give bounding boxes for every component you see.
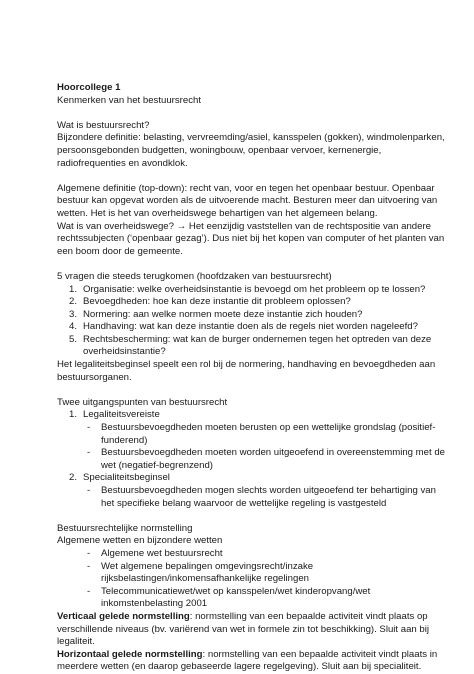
list-text: Handhaving: wat kan deze instantie doen als de regels niet worden nageleefd?	[83, 321, 418, 333]
bullet-item	[57, 548, 427, 561]
spacer	[57, 384, 427, 397]
list-text: Legaliteitsvereiste	[83, 409, 160, 421]
paragraph-line: radiofrequenties en avondklok.	[57, 157, 188, 169]
section-subheading: Algemene wetten en bijzondere wetten	[57, 535, 223, 547]
paragraph-line	[57, 648, 438, 662]
bullet-item	[57, 447, 446, 460]
list-text: Bevoegdheden: hoe kan deze instantie dit probleem oplossen?	[83, 296, 351, 308]
bullet-item	[57, 485, 436, 498]
bullet-text: Telecommunicatiewet/wet op kansspelen/wet kinderopvang/wet	[101, 585, 371, 597]
spacer	[57, 170, 427, 183]
paragraph-line	[57, 611, 427, 624]
bullet-dash: -	[87, 585, 91, 597]
section-heading: Bestuursrechtelijke normstelling	[57, 522, 193, 534]
list-item	[57, 472, 427, 485]
term-horizontal: Horizontaal gelede normstelling	[57, 648, 203, 660]
list-item	[57, 409, 427, 422]
list-item	[57, 296, 427, 309]
paragraph-line: verschillende niveaus (bv. variërend van wet in formele zin tot beschikking). Sluit aan bij	[57, 623, 430, 635]
section-heading: Twee uitgangspunten van bestuursrecht	[57, 396, 228, 408]
paragraph-line: Wat is van overheidswege? → Het eenzijdig vaststellen van de rechtspositie van andere	[57, 220, 432, 232]
bullet-continuation: inkomstenbelasting 2001	[101, 598, 208, 610]
list-text: Specialiteitsbeginsel	[83, 472, 170, 484]
paragraph-line: legaliteit.	[57, 636, 95, 648]
bullet-continuation: rijksbelastingen/inkomensafhankelijke regelingen	[101, 573, 309, 585]
bullet-text: Wet algemene bepalingen omgevingsrecht/inzake	[101, 560, 314, 572]
term-vertical: Verticaal gelede normstelling	[57, 610, 190, 622]
list-number: 2.	[69, 472, 78, 484]
bullet-text: Bestuursbevoegdheden mogen slechts worden uitgeoefend ter behartiging van	[101, 485, 436, 496]
term-definition: : normstelling van een bepaalde activiteit vindt plaats in	[202, 648, 438, 660]
list-item	[57, 284, 427, 297]
section-heading: 5 vragen die steeds terugkomen (hoofdzaken van bestuursrecht)	[57, 270, 332, 282]
bullet-dash: -	[87, 547, 91, 559]
paragraph-line: rechtssubjecten (‘openbaar gezag’). Dus niet bij het kopen van computer of het planten van	[57, 233, 445, 245]
bullet-dash: -	[87, 485, 91, 496]
bullet-item	[57, 586, 427, 599]
spacer	[57, 258, 427, 271]
paragraph-line: Bijzondere definitie: belasting, vervreemding/asiel, kansspelen (gokken), windmolenparken,	[57, 132, 445, 144]
bullet-text: Bestuursbevoegdheden moeten worden uitgeoefend in overeenstemming met de	[101, 447, 446, 459]
list-text: Normering: aan welke normen moete deze instantie zich houden?	[83, 308, 363, 320]
bullet-text: Bestuursbevoegdheden moeten berusten op een wettelijke grondslag (positief-	[101, 422, 436, 434]
paragraph-line: een boom door de gemeente.	[57, 245, 183, 257]
paragraph-line: Algemene definitie (top-down): recht van, voor en tegen het openbaar bestuur. Openbaar	[57, 182, 435, 194]
bullet-dash: -	[87, 560, 91, 572]
spacer	[57, 510, 427, 523]
bullet-item	[57, 422, 436, 435]
bullet-continuation: funderend)	[101, 434, 148, 446]
paragraph-line: Het legaliteitsbeginsel speelt een rol bij de normering, handhaving en bevoegdheden aan	[57, 359, 436, 371]
bullet-text: Algemene wet bestuursrecht	[101, 547, 223, 559]
bullet-item	[57, 561, 427, 574]
term-definition: : normstelling van een bepaalde activiteit vindt plaats op	[189, 610, 428, 622]
paragraph-line: bestuursorganen.	[57, 371, 132, 383]
list-item	[57, 309, 427, 322]
document-page	[57, 82, 446, 674]
bullet-continuation: wet (negatief-begrenzend)	[101, 459, 213, 471]
list-number: 2.	[69, 296, 78, 308]
bullet-dash: -	[87, 447, 91, 459]
list-number: 4.	[69, 321, 78, 333]
document-subtitle: Kenmerken van het bestuursrecht	[57, 94, 201, 106]
list-item-continuation: overheidsinstantie?	[83, 346, 166, 358]
paragraph-line: meerdere wetten (en daarop gebaseerde lagere regelgeving). Sluit aan bij specialiteit.	[57, 661, 422, 673]
bullet-continuation: het specifieke belang waarvoor de wettelijke regeling is vastgesteld	[101, 497, 387, 509]
list-text: Rechtsbescherming: wat kan de burger ondernemen tegen het optreden van deze	[83, 333, 432, 345]
spacer	[57, 107, 427, 120]
paragraph-line: bestuur kan opgevat worden als de uitvoerende macht. Besturen meer dan uitvoering van	[57, 195, 438, 207]
list-number: 1.	[69, 283, 78, 295]
list-number: 5.	[69, 333, 78, 345]
paragraph-line: wetten. Het is het van overheidswege behartigen van het algemeen belang.	[57, 207, 378, 219]
document-title: Hoorcollege 1	[57, 82, 121, 93]
list-text: Organisatie: welke overheidsinstantie is bevoegd om het probleem op te lossen?	[83, 283, 426, 295]
list-number: 3.	[69, 308, 78, 320]
list-number: 1.	[69, 409, 78, 421]
paragraph-line: persoonsgebonden budgetten, woningbouw, openbaar vervoer, kernenergie,	[57, 144, 382, 156]
question-what-is: Wat is bestuursrecht?	[57, 119, 150, 131]
list-item	[57, 333, 432, 347]
list-item	[57, 321, 427, 334]
bullet-dash: -	[87, 422, 91, 434]
